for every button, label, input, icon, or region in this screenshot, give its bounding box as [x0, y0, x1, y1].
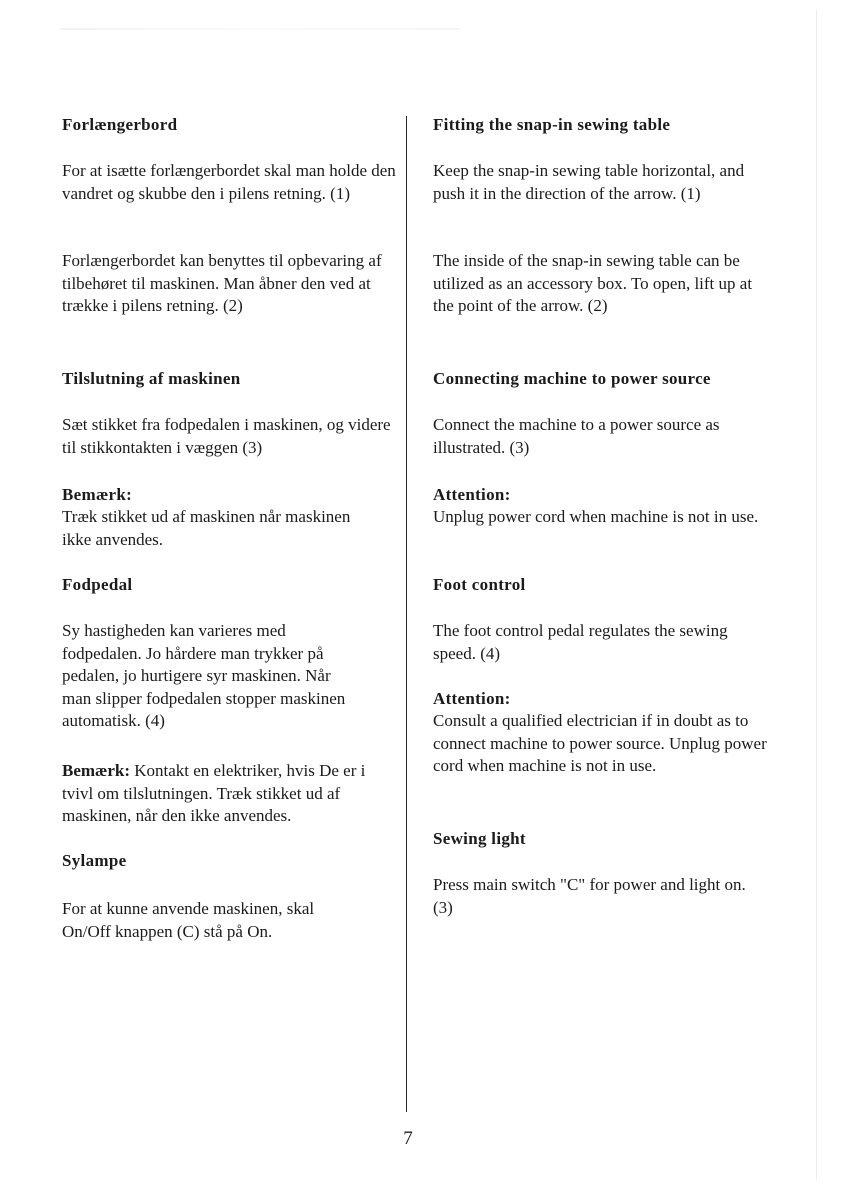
text-connecting: Connect the machine to a power source as illustrated. (3) [433, 415, 720, 457]
section-fodpedal [62, 574, 132, 596]
text-sylampe: For at kunne anvende maskinen, skal On/Off knappen (C) stå på On. [62, 899, 315, 941]
section-tilslutning [62, 368, 241, 390]
text-forlaengerbord-insert: For at isætte forlængerbordet skal man holde den vandret og skubbe den i pilens retning. (1) [62, 161, 396, 203]
attention-label-1: Attention: [433, 485, 511, 504]
heading-sewing-light: Sewing light [433, 829, 526, 848]
note-text-1: Træk stikket ud af maskinen når maskinen ikke anvendes. [62, 507, 351, 549]
page-edge [816, 10, 817, 1180]
column-divider [406, 116, 407, 1112]
attention-text-2: Consult a qualified electrician if in doubt as to connect machine to power source. Unplug power cord when machine is not in use. [433, 711, 767, 775]
note-label-2: Bemærk: [62, 761, 130, 780]
note-2-paragraph [62, 760, 392, 828]
note-label-1: Bemærk: [62, 485, 133, 504]
text-fitting-insert: Keep the snap-in sewing table horizontal, and push it in the direction of the arrow. (1) [433, 161, 745, 203]
section-sewing-light [433, 828, 526, 850]
text-fodpedal: Sy hastigheden kan varieres med fodpedalen. Jo hårdere man trykker på pedalen, jo hurtigere syr maskinen. Når man slipper fodpedalen stopper maskinen automatisk. (4) [62, 621, 346, 730]
heading-connecting: Connecting machine to power source [433, 369, 711, 388]
text-forlaengerbord-storage: Forlængerbordet kan benyttes til opbevaring af tilbehøret til maskinen. Man åbner den ved at trække i pilens retning. (2) [62, 251, 382, 315]
attention-1 [433, 484, 773, 529]
paragraph-r5 [433, 874, 753, 919]
text-sewing-light: Press main switch "C" for power and light on. (3) [433, 875, 746, 917]
section-foot-control [433, 574, 526, 596]
note-2 [62, 760, 392, 828]
note-1 [62, 484, 382, 551]
paragraph-2 [62, 250, 382, 318]
heading-sylampe: Sylampe [62, 851, 127, 870]
heading-tilslutning: Tilslutning af maskinen [62, 369, 241, 388]
note-text-2: Kontakt en elektriker, hvis De er i tvivl om tilslutningen. Træk stikket ud af maskinen, når den ikke anvendes. [62, 761, 366, 825]
scan-artifact [60, 28, 460, 30]
section-sylampe [62, 850, 126, 872]
heading-fodpedal: Fodpedal [62, 575, 133, 594]
section-connecting [433, 368, 711, 390]
section-fitting [433, 114, 670, 136]
attention-text-1: Unplug power cord when machine is not in use. [433, 507, 759, 526]
paragraph-r4 [433, 620, 733, 665]
heading-fitting: Fitting the snap-in sewing table [433, 115, 671, 134]
paragraph-r3 [433, 414, 753, 459]
paragraph-3 [62, 414, 402, 459]
paragraph-4 [62, 620, 362, 733]
page-number: 7 [403, 1128, 413, 1149]
paragraph-5 [62, 898, 367, 943]
attention-label-2: Attention: [433, 689, 511, 708]
text-tilslutning: Sæt stikket fra fodpedalen i maskinen, og videre til stikkontakten i væggen (3) [62, 415, 391, 457]
paragraph-r1 [433, 160, 778, 205]
heading-forlaengerbord: Forlængerbord [62, 115, 178, 134]
paragraph-r2 [433, 250, 773, 318]
paragraph-1 [62, 160, 397, 205]
text-foot-control: The foot control pedal regulates the sewing speed. (4) [433, 621, 728, 663]
section-forlaengerbord [62, 114, 177, 136]
attention-2 [433, 688, 778, 778]
text-fitting-accessory: The inside of the snap-in sewing table can be utilized as an accessory box. To open, lift up at the point of the arrow. (2) [433, 251, 753, 315]
heading-foot-control: Foot control [433, 575, 526, 594]
